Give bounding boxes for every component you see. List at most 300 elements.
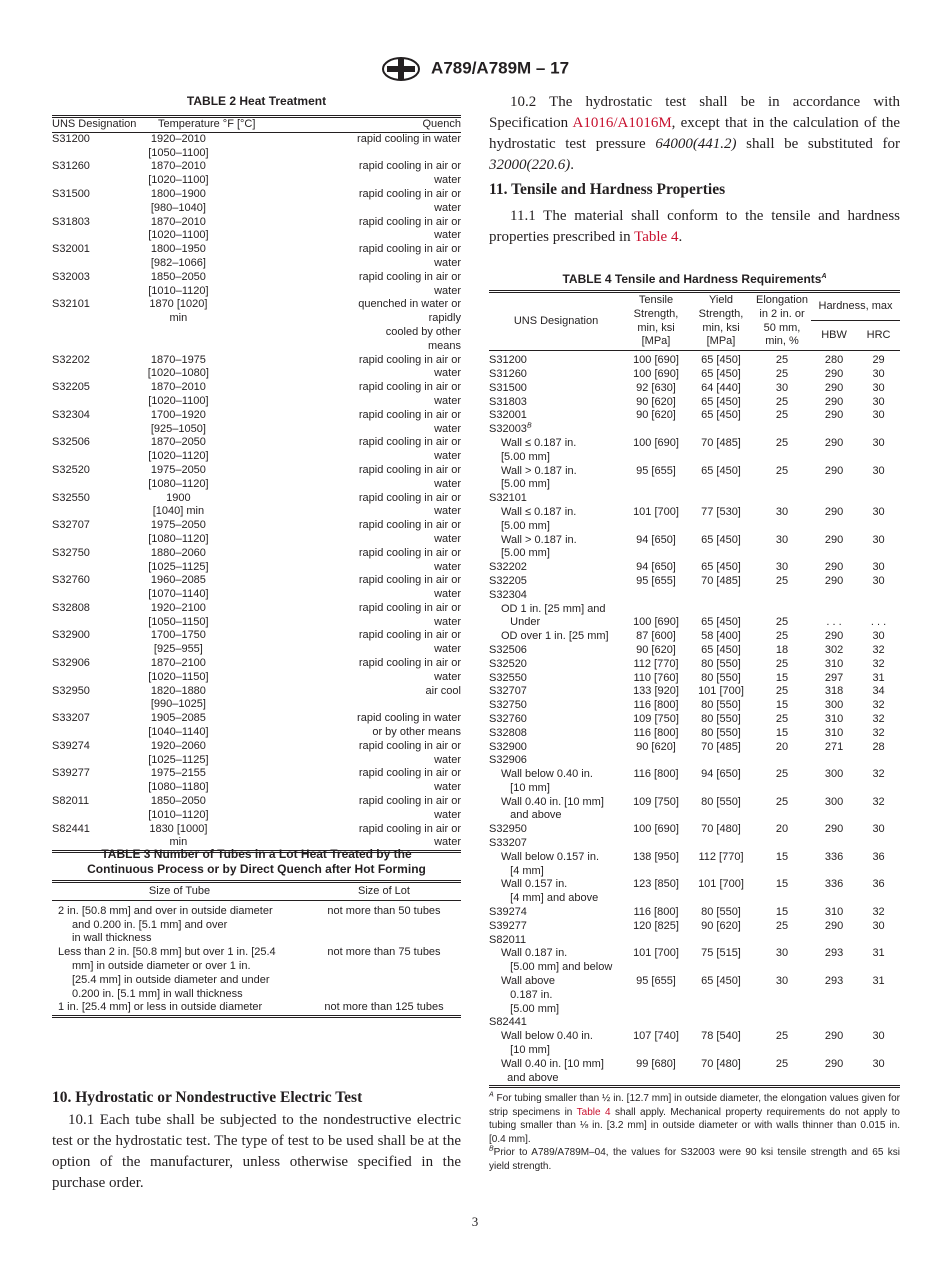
temperature: 1920–2060 [1025–1125]	[148, 739, 209, 766]
uns-designation	[489, 823, 623, 837]
uns-designation: S32950	[52, 684, 90, 697]
quench-method: rapid cooling in air or water	[358, 215, 461, 242]
hardness-hbw	[811, 589, 857, 603]
yield-strength: 80 [550]	[701, 671, 741, 684]
hardness-hbw: 290	[824, 409, 844, 422]
row-label: S32550	[489, 671, 527, 684]
hardness-hbw: 290	[824, 574, 844, 587]
row-label: OD over 1 in. [25 mm]	[501, 630, 609, 643]
yield-strength: 112 [770]	[698, 850, 744, 863]
table-row	[489, 713, 900, 727]
tensile-strength: 90 [620]	[636, 395, 676, 408]
tensile-strength: 116 [800]	[633, 768, 679, 781]
uns-designation: S39274	[52, 739, 90, 752]
table-row	[489, 351, 900, 368]
uns-designation	[489, 754, 623, 768]
hardness-hrc: 30	[872, 1030, 885, 1043]
elongation	[753, 754, 811, 768]
uns-designation	[489, 727, 623, 741]
hardness-hbw: 290	[824, 464, 844, 477]
uns-designation: S31803	[52, 215, 90, 228]
col-header-temperature: Temperature °F [°C]	[147, 117, 355, 133]
uns-designation	[489, 1016, 623, 1030]
tensile-strength: 90 [620]	[636, 643, 676, 656]
hardness-hrc: 29	[872, 354, 885, 367]
spec-link-a1016[interactable]: A1016/A1016M	[572, 115, 672, 131]
col-header-uns: UNS Designation	[52, 117, 147, 133]
table-row	[489, 1058, 900, 1087]
test-pressure-new: 64000(441.2)	[655, 136, 737, 152]
row-label: Wall ≤ 0.187 in. [5.00 mm]	[501, 436, 577, 463]
table-row	[489, 947, 900, 975]
quench-method: rapid cooling in air or water	[358, 160, 461, 187]
table-row	[489, 492, 900, 506]
hardness-hbw: 310	[824, 906, 844, 919]
hardness-hbw	[811, 934, 857, 948]
elongation: 30	[775, 381, 789, 394]
table-4-title	[489, 272, 900, 287]
elongation: 25	[775, 1030, 789, 1043]
row-label: Wall 0.40 in. [10 mm] and above	[501, 1057, 604, 1084]
uns-designation: S32906	[52, 657, 90, 670]
uns-designation	[489, 534, 623, 562]
table-row	[52, 381, 461, 409]
quench-method: rapid cooling in air or water	[358, 270, 461, 297]
tensile-strength: 116 [800]	[633, 699, 679, 712]
tube-size	[52, 900, 307, 946]
hardness-hrc: 30	[872, 409, 885, 422]
quench-method: rapid cooling in air or water	[358, 353, 461, 380]
hardness-hrc: 32	[872, 699, 885, 712]
table-row	[489, 658, 900, 672]
yield-strength: 101 [700]	[698, 685, 744, 698]
uns-designation	[489, 492, 623, 506]
yield-strength	[689, 492, 753, 506]
temperature: 1870–2010 [1020–1100]	[148, 381, 209, 407]
tube-size-line: and 0.200 in. [5.1 mm] and over	[72, 918, 228, 931]
yield-strength: 80 [550]	[701, 906, 741, 919]
elongation: 25	[775, 795, 789, 808]
table-4-link[interactable]: Table 4	[634, 229, 679, 245]
hardness-hrc: . . .	[870, 616, 887, 629]
hardness-hrc	[857, 837, 900, 851]
yield-strength: 64 [440]	[701, 381, 741, 394]
uns-designation	[489, 920, 623, 934]
hardness-hrc: 32	[872, 657, 885, 670]
col-header-size-of-lot: Size of Lot	[307, 882, 461, 901]
tensile-strength: 100 [690]	[633, 367, 679, 380]
uns-designation	[489, 947, 623, 975]
yield-strength: 75 [515]	[701, 947, 741, 960]
tensile-strength: 138 [950]	[633, 850, 679, 863]
hardness-hrc: 30	[872, 395, 885, 408]
tensile-strength	[623, 492, 689, 506]
lot-size-table	[52, 880, 461, 1018]
col-header-hardness: Hardness, max	[811, 292, 900, 321]
table-row	[52, 160, 461, 188]
uns-designation	[489, 351, 623, 368]
yield-strength: 65 [450]	[701, 643, 741, 656]
table-4-link[interactable]: Table 4	[576, 1106, 611, 1118]
row-label: Wall 0.157 in. [4 mm] and above	[501, 878, 599, 905]
tensile-strength: 120 [825]	[633, 919, 679, 932]
row-label: Wall below 0.40 in. [10 mm]	[501, 768, 593, 794]
table-row	[489, 727, 900, 741]
table-row	[489, 534, 900, 562]
row-label: S32900	[489, 740, 527, 753]
temperature: 1870 [1020] min	[149, 298, 208, 325]
temperature: 1975–2050 [1080–1120]	[148, 463, 209, 490]
tensile-strength: 101 [700]	[633, 947, 679, 960]
elongation: 15	[775, 878, 789, 891]
table-row	[489, 382, 900, 396]
row-label: S32760	[489, 712, 527, 725]
tensile-strength: 90 [620]	[636, 740, 676, 753]
uns-designation	[489, 672, 623, 686]
tensile-strength: 116 [800]	[633, 906, 679, 919]
uns-designation	[489, 1030, 623, 1058]
table-row	[52, 547, 461, 575]
quench-method: rapid cooling in air or water	[358, 739, 461, 766]
temperature: 1700–1750 [925–955]	[150, 629, 206, 656]
table-row	[489, 589, 900, 603]
elongation: 25	[775, 354, 789, 367]
elongation: 30	[775, 947, 789, 960]
hardness-hrc	[857, 492, 900, 506]
tensile-strength: 116 [800]	[633, 726, 679, 739]
uns-designation: S32900	[52, 629, 90, 642]
table-row	[489, 1016, 900, 1030]
row-label: Wall > 0.187 in. [5.00 mm]	[501, 464, 577, 491]
yield-strength: 101 [700]	[698, 878, 744, 891]
table-row	[52, 132, 461, 160]
quench-method: rapid cooling in water	[357, 132, 461, 145]
uns-designation	[489, 644, 623, 658]
uns-designation: S32707	[52, 519, 90, 532]
elongation: 25	[775, 919, 789, 932]
hardness-hrc	[857, 589, 900, 603]
uns-designation	[489, 685, 623, 699]
uns-designation: S32101	[52, 298, 90, 311]
hardness-hbw: 290	[824, 1030, 844, 1043]
paragraph-text: .	[570, 157, 574, 173]
footnote-mark: A	[821, 273, 827, 280]
hardness-hbw	[811, 492, 857, 506]
table-row	[52, 243, 461, 271]
quench-method: rapid cooling in air or water	[358, 491, 461, 518]
uns-designation: S32760	[52, 574, 90, 587]
hardness-hbw: 290	[824, 436, 844, 449]
uns-designation: S31500	[52, 187, 90, 200]
quench-method: rapid cooling in air or water	[358, 546, 461, 573]
uns-designation	[489, 837, 623, 851]
tensile-strength: 100 [690]	[633, 616, 679, 629]
elongation: 30	[775, 975, 789, 988]
lot-size: not more than 125 tubes	[324, 1001, 444, 1014]
astm-logo-icon	[381, 57, 421, 81]
hardness-hrc: 30	[872, 436, 885, 449]
quench-method: rapid cooling in air or water	[358, 243, 461, 269]
yield-strength: 65 [450]	[701, 561, 741, 574]
quench-method: rapid cooling in air or water	[355, 823, 461, 852]
uns-designation	[489, 658, 623, 672]
elongation: 30	[775, 561, 789, 574]
hardness-hrc: 30	[872, 630, 885, 643]
row-label: S31200	[489, 354, 527, 367]
hardness-hbw: 290	[824, 919, 844, 932]
row-label: S31260	[489, 367, 527, 380]
table-row	[52, 464, 461, 492]
col-header-yield: Yield Strength, min, ksi [MPa]	[689, 292, 753, 351]
table-row	[489, 506, 900, 534]
tensile-strength	[623, 934, 689, 948]
hardness-hbw: 310	[824, 657, 844, 670]
row-label: S32808	[489, 726, 527, 739]
table-row	[52, 740, 461, 768]
tensile-strength: 110 [760]	[633, 671, 679, 684]
hardness-hrc: 36	[872, 850, 885, 863]
yield-strength: 65 [450]	[701, 354, 741, 367]
uns-designation	[489, 396, 623, 410]
uns-designation	[489, 506, 623, 534]
hardness-hbw: 290	[824, 823, 844, 836]
uns-designation	[489, 699, 623, 713]
table-3-title-line1: TABLE 3 Number of Tubes in a Lot Heat Treated by the	[101, 847, 412, 861]
table-row	[52, 629, 461, 657]
temperature: 1900 [1040] min	[152, 491, 205, 518]
table-3	[52, 847, 461, 1018]
standard-designation: A789/A789M – 17	[431, 58, 570, 78]
table-row	[52, 188, 461, 216]
temperature: 1920–2010 [1050–1100]	[148, 132, 209, 159]
hardness-hrc	[857, 754, 900, 768]
paragraph-10-2	[489, 92, 900, 176]
yield-strength	[689, 934, 753, 948]
uns-designation: S32808	[52, 601, 90, 614]
row-label: S32001	[489, 409, 527, 422]
uns-designation	[489, 851, 623, 879]
elongation: 15	[775, 850, 789, 863]
tensile-hardness-table	[489, 290, 900, 1088]
row-label: Wall ≤ 0.187 in. [5.00 mm]	[501, 505, 577, 532]
temperature: 1960–2085 [1070–1140]	[148, 574, 209, 601]
uns-designation: S82441	[52, 823, 147, 852]
lot-size: not more than 75 tubes	[327, 946, 441, 959]
yield-strength: 65 [450]	[701, 409, 741, 422]
table-row	[52, 436, 461, 464]
uns-designation: S32506	[52, 436, 90, 449]
yield-strength: 70 [485]	[701, 574, 741, 587]
paragraph-text: 11.1 The material shall conform to the tensile and hardness properties prescribed in	[489, 208, 900, 245]
test-pressure-old: 32000(220.6)	[489, 157, 571, 173]
quench-method: rapid cooling in air or water	[358, 767, 461, 794]
tube-size-line: mm] in outside diameter or over 1 in.	[72, 959, 251, 972]
document-header	[0, 57, 950, 81]
elongation	[753, 1016, 811, 1030]
elongation: 15	[775, 726, 789, 739]
temperature: 1830 [1000] min	[147, 823, 355, 852]
hardness-hbw: 280	[824, 354, 844, 367]
quench-method: rapid cooling in air or water	[358, 574, 461, 601]
row-label: S32202	[489, 561, 527, 574]
table-row	[52, 216, 461, 244]
uns-designation	[489, 713, 623, 727]
table-row	[489, 754, 900, 768]
lot-size: not more than 50 tubes	[327, 904, 441, 917]
tensile-strength	[623, 1016, 689, 1030]
hardness-hbw: 336	[824, 878, 844, 891]
hardness-hbw	[811, 1016, 857, 1030]
hardness-hrc: 32	[872, 768, 885, 781]
elongation: 25	[775, 409, 789, 422]
tensile-strength: 100 [690]	[633, 436, 679, 449]
hardness-hbw: 290	[824, 1057, 844, 1070]
row-label: S32304	[489, 588, 527, 601]
uns-designation	[489, 409, 623, 423]
table-row	[489, 465, 900, 493]
yield-strength: 80 [550]	[701, 657, 741, 670]
row-label: S32950	[489, 823, 527, 836]
uns-designation	[489, 975, 623, 1016]
hardness-hrc: 30	[872, 464, 885, 477]
yield-strength: 78 [540]	[701, 1030, 741, 1043]
yield-strength: 77 [530]	[701, 505, 741, 518]
tensile-strength: 95 [655]	[636, 574, 676, 587]
elongation: 18	[775, 643, 789, 656]
yield-strength: 65 [450]	[701, 367, 741, 380]
hardness-hbw: 290	[824, 533, 844, 546]
hardness-hbw: 290	[824, 630, 844, 643]
hardness-hbw: 300	[824, 768, 844, 781]
quench-method: rapid cooling in air or water	[358, 519, 461, 545]
table-row	[52, 271, 461, 299]
quench-method: rapid cooling in air or water	[358, 187, 461, 214]
tube-size	[52, 1001, 307, 1016]
temperature: 1880–2060 [1025–1125]	[148, 546, 209, 573]
tensile-strength: 123 [850]	[633, 878, 679, 891]
section-11-heading: 11. Tensile and Hardness Properties	[489, 181, 726, 198]
elongation: 25	[775, 436, 789, 449]
tube-size-line: 2 in. [50.8 mm] and over in outside diameter	[58, 904, 273, 917]
row-label: S82441	[489, 1016, 527, 1029]
uns-designation	[489, 382, 623, 396]
hardness-hrc: 30	[872, 367, 885, 380]
tensile-strength: 112 [770]	[633, 657, 679, 670]
row-label: S39277	[489, 919, 527, 932]
footnote-text: Prior to A789/A789M–04, the values for S32003 were 90 ksi tensile strength and 65 ksi yield strength.	[489, 1147, 900, 1172]
elongation: 15	[775, 699, 789, 712]
table-row	[489, 920, 900, 934]
table-row	[489, 409, 900, 423]
table-row	[489, 368, 900, 382]
yield-strength	[689, 837, 753, 851]
hardness-hrc	[857, 1016, 900, 1030]
elongation	[753, 589, 811, 603]
elongation: 25	[775, 630, 789, 643]
table-row	[52, 602, 461, 630]
table-row	[489, 437, 900, 465]
row-label: S32707	[489, 685, 527, 698]
col-header-hrc: HRC	[857, 321, 900, 351]
tensile-strength: 90 [620]	[636, 409, 676, 422]
tube-size-line: 1 in. [25.4 mm] or less in outside diameter	[58, 1001, 263, 1014]
uns-designation	[489, 368, 623, 382]
hardness-hrc	[857, 934, 900, 948]
hardness-hrc: 31	[872, 947, 885, 960]
elongation: 25	[775, 616, 789, 629]
table-4	[489, 272, 900, 1173]
table-row	[52, 685, 461, 713]
hardness-hbw: 290	[824, 395, 844, 408]
yield-strength	[689, 754, 753, 768]
tube-size-line: in wall thickness	[72, 932, 152, 945]
uns-designation	[489, 630, 623, 644]
row-label: S32906	[489, 754, 527, 767]
table-row	[489, 741, 900, 755]
temperature: 1820–1880 [990–1025]	[150, 684, 206, 711]
tensile-strength: 95 [655]	[636, 975, 676, 988]
table-row	[489, 878, 900, 906]
temperature: 1870–2010 [1020–1100]	[148, 215, 209, 242]
hardness-hbw: 336	[824, 850, 844, 863]
row-label: OD 1 in. [25 mm] and Under	[501, 602, 606, 629]
hardness-hrc: 30	[872, 533, 885, 546]
yield-strength: 65 [450]	[701, 464, 741, 477]
hardness-hrc: 30	[872, 1057, 885, 1070]
tube-size-line: 0.200 in. [5.1 mm] in wall thickness	[72, 987, 243, 1000]
uns-designation	[489, 603, 623, 631]
table-row	[489, 644, 900, 658]
tensile-strength	[623, 589, 689, 603]
hardness-hbw: 297	[824, 671, 844, 684]
uns-designation: S32202	[52, 353, 90, 366]
row-label: Wall below 0.40 in. [10 mm]	[501, 1030, 593, 1057]
footnote-text: shall apply. Mechanical property requirements do not apply to tubing smaller than ⅛ in. [3.2 mm] in outside diameter or with walls thinner than 0.015 in. [0.4 mm].	[489, 1106, 900, 1145]
tensile-strength: 87 [600]	[636, 630, 676, 643]
quench-method: rapid cooling in air or water	[358, 463, 461, 490]
table-2-title: TABLE 2 Heat Treatment	[186, 94, 327, 108]
elongation: 20	[775, 740, 789, 753]
uns-designation	[489, 589, 623, 603]
table-3-title-line2: Continuous Process or by Direct Quench after Hot Forming	[87, 862, 426, 876]
table-row	[489, 934, 900, 948]
temperature: 1870–1975 [1020–1080]	[147, 353, 209, 380]
uns-designation: S33207	[52, 712, 90, 725]
hardness-hrc: 31	[872, 671, 885, 684]
footnote-mark: A	[489, 1092, 494, 1100]
elongation: 25	[775, 367, 789, 380]
table-row	[52, 354, 461, 382]
footnote-mark: B	[526, 422, 532, 430]
elongation: 25	[775, 712, 789, 725]
hardness-hbw: . . .	[826, 616, 842, 629]
hardness-hrc: 30	[872, 381, 885, 394]
uns-designation	[489, 575, 623, 589]
elongation: 25	[775, 685, 789, 698]
table-row	[52, 409, 461, 437]
yield-strength: 70 [480]	[701, 1057, 741, 1070]
table-row	[489, 685, 900, 699]
uns-designation: S32750	[52, 546, 90, 559]
quench-method: rapid cooling in air or water	[358, 657, 461, 683]
col-header-hbw: HBW	[811, 321, 857, 351]
hardness-hbw: 290	[824, 367, 844, 380]
elongation	[753, 423, 811, 437]
row-label: S32520	[489, 657, 527, 670]
table-row	[489, 1030, 900, 1058]
uns-designation: S31200	[52, 132, 90, 145]
col-header-quench: Quench	[355, 117, 461, 133]
